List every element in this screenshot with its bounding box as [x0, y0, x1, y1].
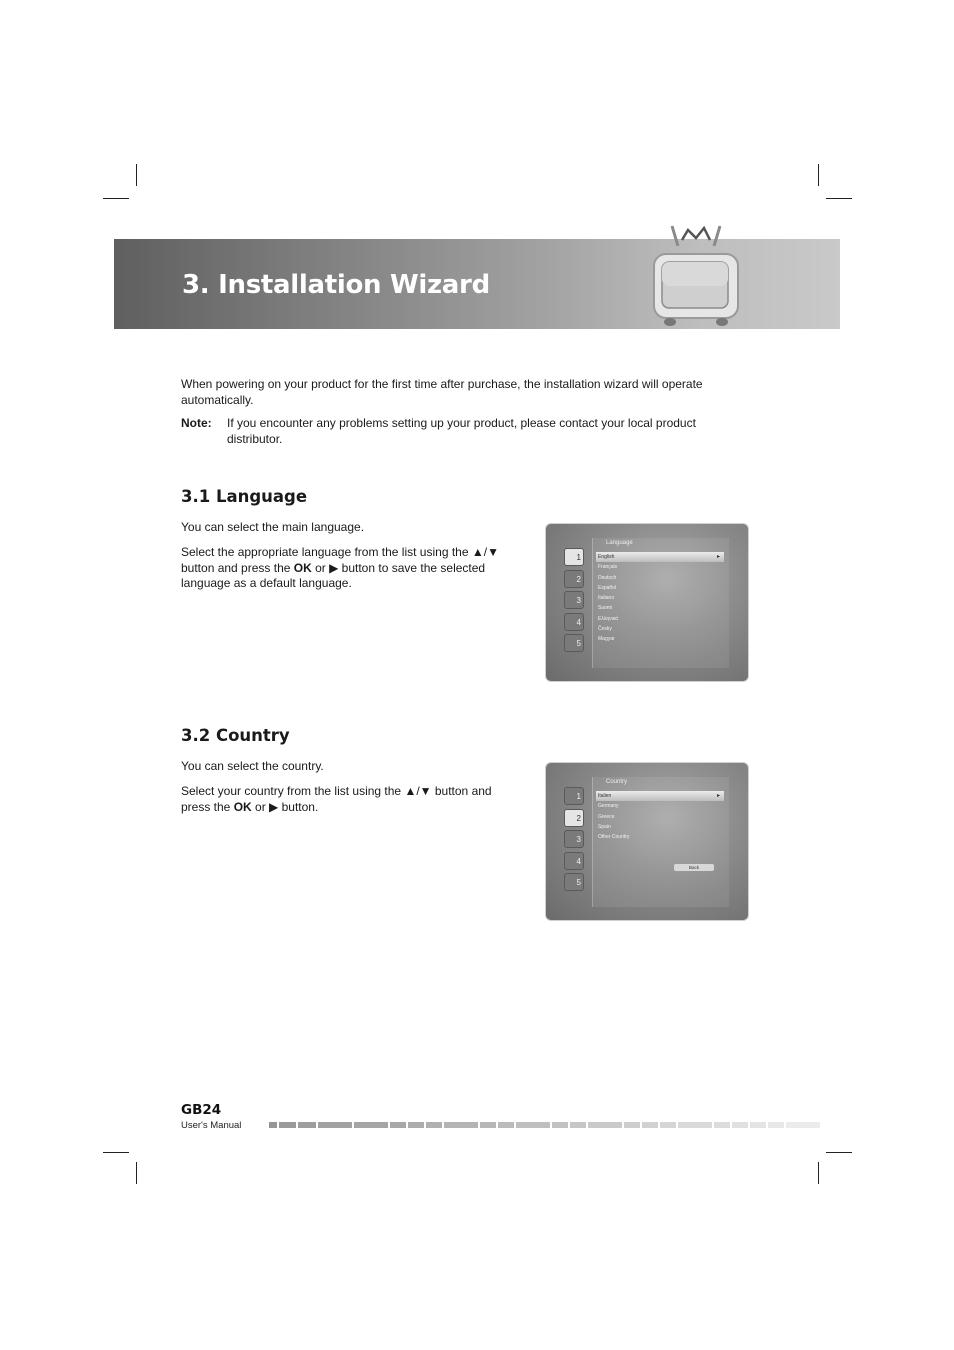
country-intro: You can select the country.	[181, 759, 324, 773]
back-button[interactable]: Back	[674, 864, 714, 871]
footer-bar-segment	[588, 1122, 622, 1128]
country-instructions	[181, 784, 511, 815]
footer-bar-segment	[498, 1122, 514, 1128]
wizard-step: 4	[564, 852, 584, 870]
list-item[interactable]: Other Country	[598, 834, 630, 841]
list-item[interactable]: Germany	[598, 803, 619, 810]
text-span: Select the appropriate language from the list using the	[181, 545, 472, 559]
text-span: Select your country from the list using the	[181, 784, 405, 798]
chapter-title: 3. Installation Wizard	[182, 270, 490, 300]
language-screenshot	[545, 523, 749, 682]
note-label: Note:	[181, 416, 212, 430]
wizard-step: 1	[564, 548, 584, 566]
language-list	[596, 552, 724, 645]
crop-mark	[103, 1152, 129, 1153]
up-down-arrows-icon: ▲/▼	[404, 784, 432, 798]
list-item[interactable]: Deutsch	[598, 574, 617, 581]
footer-bar-segment	[678, 1122, 712, 1128]
section-heading-country: 3.2 Country	[181, 726, 290, 745]
crop-mark	[136, 1162, 137, 1184]
footer-bar-segment	[426, 1122, 442, 1128]
footer-bar-segment	[660, 1122, 676, 1128]
up-down-arrows-icon: ▲/▼	[471, 545, 499, 559]
footer-bar-segment	[552, 1122, 568, 1128]
list-item[interactable]: Ελληνικά	[598, 615, 619, 622]
text-span: button to save the selected language as a default language.	[181, 560, 486, 590]
wizard-step: 5	[564, 634, 584, 652]
note-text: If you encounter any problems setting up your product, please contact your local product distributor.	[227, 416, 696, 446]
footer-subtitle: User's Manual	[181, 1120, 242, 1131]
footer-bar-segment	[408, 1122, 424, 1128]
wizard-step: 4	[564, 613, 584, 631]
crop-mark	[826, 198, 852, 199]
footer-bar-segment	[298, 1122, 316, 1128]
footer-bar-segment	[714, 1122, 730, 1128]
list-item[interactable]: Español	[598, 584, 617, 591]
text-span: button.	[278, 799, 319, 814]
play-arrow-icon: ▶	[329, 560, 339, 575]
wizard-step: 3	[564, 591, 584, 609]
ok-key-label: OK	[293, 560, 312, 575]
list-item[interactable]: English ▸	[596, 552, 724, 562]
footer-bar-segment	[732, 1122, 748, 1128]
text-span: button and press the	[181, 560, 294, 575]
list-item[interactable]: Česky	[598, 626, 612, 633]
footer-bar-segment	[354, 1122, 388, 1128]
list-item[interactable]: Greece	[598, 813, 615, 820]
footer-bar-segment	[390, 1122, 406, 1128]
ok-key-label: OK	[233, 799, 252, 814]
list-item[interactable]: Magyar	[598, 636, 615, 643]
language-instructions	[181, 545, 511, 592]
footer-bar-segment	[786, 1122, 820, 1128]
footer-bar-segment	[444, 1122, 478, 1128]
intro-paragraph: When powering on your product for the first time after purchase, the installation wizard will operate automatically.	[181, 377, 703, 407]
crop-mark	[818, 164, 819, 186]
list-item[interactable]: Italien ▸	[596, 791, 724, 801]
footer-bar-segment	[750, 1122, 766, 1128]
footer-bar-segment	[318, 1122, 352, 1128]
list-item[interactable]: Spain	[598, 823, 611, 830]
wizard-steps	[564, 787, 584, 895]
crop-mark	[826, 1152, 852, 1153]
section-heading-language: 3.1 Language	[181, 487, 308, 506]
screen-title: Country	[606, 779, 628, 785]
page-number: GB24	[181, 1102, 222, 1118]
text-span: or	[311, 560, 330, 575]
crop-mark	[103, 198, 129, 199]
text-span: button and press the	[181, 784, 492, 814]
wizard-step: 2	[564, 570, 584, 588]
footer-bar-segment	[480, 1122, 496, 1128]
footer-bar-segment	[269, 1122, 277, 1128]
footer-gradient-bar	[269, 1122, 820, 1128]
footer-bar-segment	[279, 1122, 296, 1128]
play-arrow-icon: ▶	[269, 799, 279, 814]
language-intro: You can select the main language.	[181, 520, 365, 534]
wizard-step: 2	[564, 809, 584, 827]
list-item[interactable]: Français	[598, 564, 618, 571]
text-span: or	[251, 799, 270, 814]
footer-bar-segment	[516, 1122, 550, 1128]
list-item[interactable]: Suomi	[598, 605, 613, 612]
wizard-step: 5	[564, 873, 584, 891]
country-list	[596, 791, 724, 842]
wizard-step: 1	[564, 787, 584, 805]
wizard-steps	[564, 548, 584, 656]
crop-mark	[136, 164, 137, 186]
list-item[interactable]: Italiano	[598, 595, 615, 602]
crop-mark	[818, 1162, 819, 1184]
screen-title: Language	[606, 540, 633, 546]
footer-bar-segment	[570, 1122, 586, 1128]
footer-bar-segment	[624, 1122, 640, 1128]
footer-bar-segment	[642, 1122, 658, 1128]
tv-icon	[648, 218, 744, 332]
footer-bar-segment	[768, 1122, 784, 1128]
country-screenshot	[545, 762, 749, 921]
wizard-step: 3	[564, 830, 584, 848]
